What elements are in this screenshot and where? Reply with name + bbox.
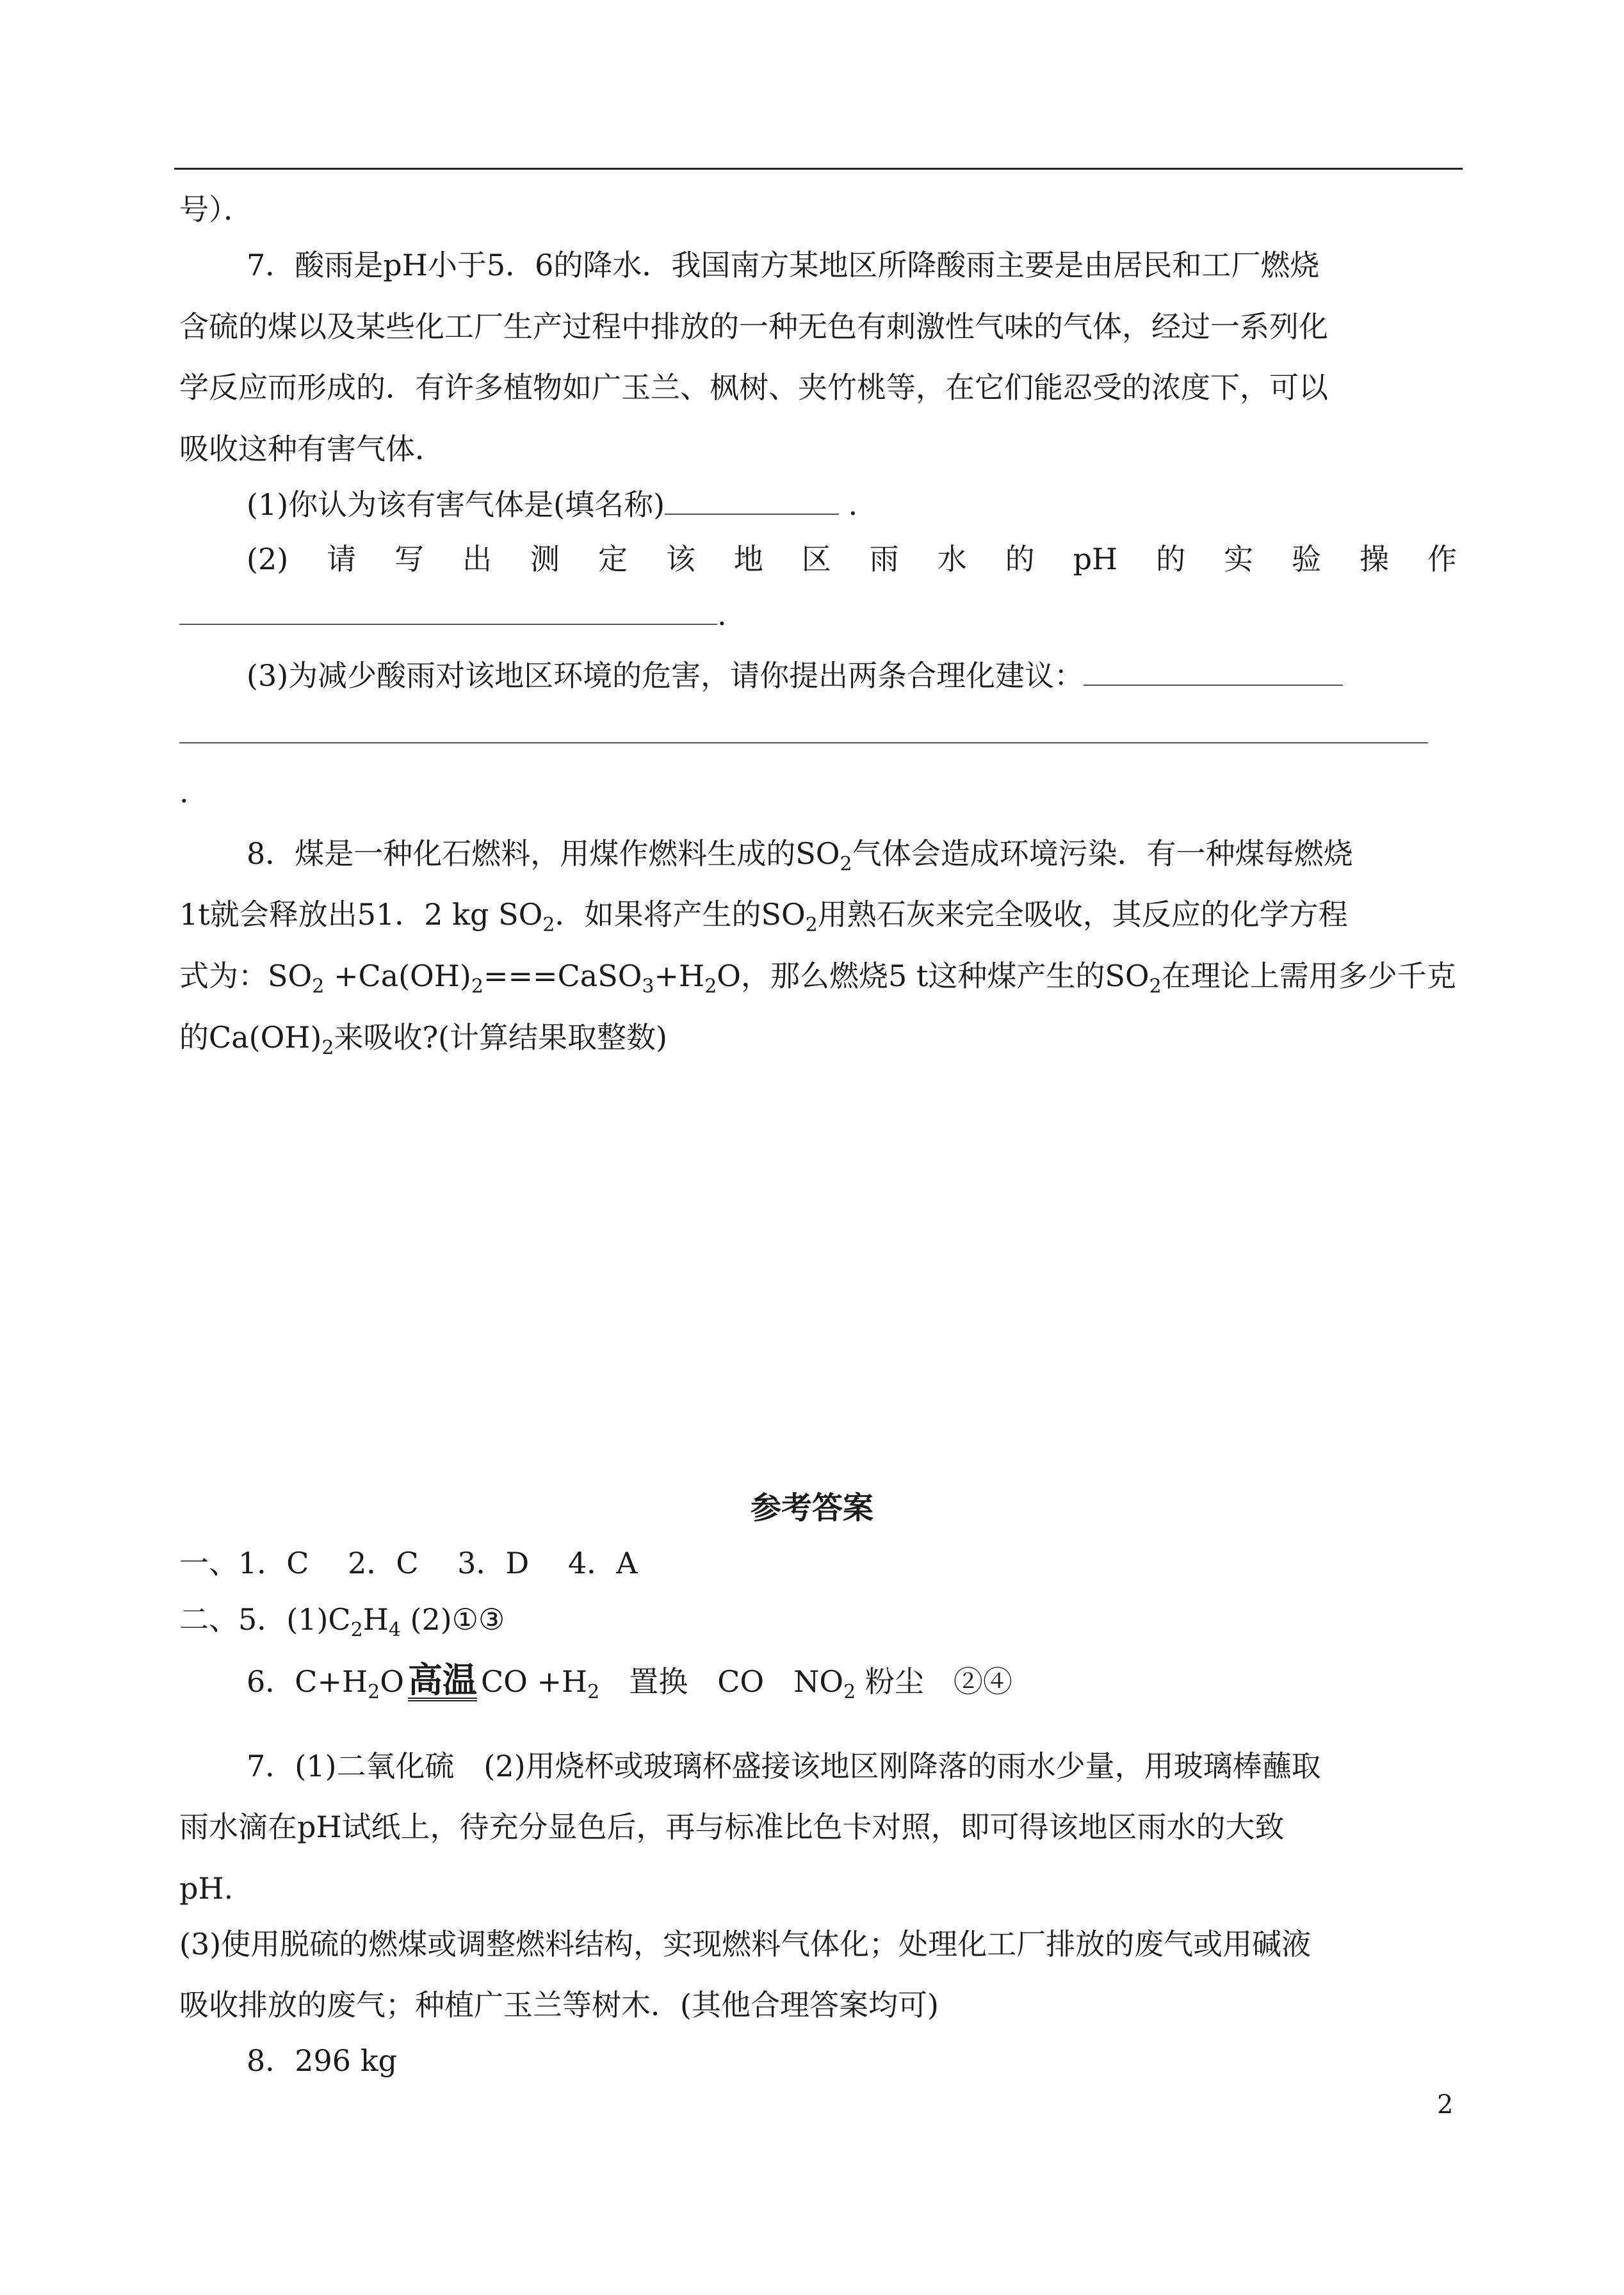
q8-line-3-e: O，那么燃烧5 t这种煤产生的SO [717,959,1149,993]
header-tail-text: 号）． [179,192,253,227]
answer-6-a: 6．C+H [247,1664,368,1699]
q7-sub2-part: 区 [801,542,831,576]
q7-sub1 [247,485,878,524]
answer-6 [247,1659,1012,1712]
q7-sub2-part: 水 [937,542,967,576]
q7-sub2-part: 测 [530,542,560,576]
q7-sub2-blank-line [179,596,727,634]
q7-sub2-part: 该 [665,542,695,576]
answer-6-c: CO +H [480,1664,588,1699]
header-rule [174,168,1463,170]
q7-sub3 [247,656,1343,695]
q7-sub2-part: 作 [1427,542,1457,576]
subscript: 2 [587,1681,600,1704]
q7-sub2-part: 写 [394,542,425,576]
subscript: 2 [704,975,717,998]
q7-sub3-end: . [179,775,189,809]
subscript: 3 [642,975,654,998]
q7-sub2-part: 的 [1156,542,1186,576]
q8-line-1 [247,834,1353,884]
q7-sub2-answer-blank[interactable] [179,598,717,625]
subscript: 2 [321,1037,334,1060]
q8-line-1-a: 8．煤是一种化石燃料，用煤作燃料生成的SO [247,836,840,871]
q7-sub1-end: ． [848,487,878,522]
q7-sub2-end: . [717,597,727,632]
q8-line-3-c: ===CaSO [483,959,642,993]
answer-section-1: 一、1．C 2．C 3．D 4．A [179,1546,638,1580]
q7-sub1-answer-blank[interactable] [665,488,839,515]
q7-sub2-part: 地 [733,542,763,576]
q8-line-3-d: +H [654,959,705,993]
q7-sub3-answer-blank[interactable] [1084,659,1343,686]
q7-sub2-part: (2) [247,542,289,576]
q7-line-4: 吸收这种有害气体． [179,432,444,466]
q7-sub2-part: 出 [462,542,492,576]
q8-line-3-b: +Ca(OH) [324,959,471,993]
answer-6-b: O [380,1664,404,1699]
q7-sub2-part: 请 [327,542,357,576]
q8-line-4 [179,1018,667,1067]
q7-sub2-part: pH [1073,542,1118,576]
q7-sub3-answer-blank-2[interactable] [179,717,1428,743]
q8-line-2-c: 用熟石灰来完全吸收，其反应的化学方程 [817,897,1348,932]
answer-7-line-1: 7．(1)二氧化硫 (2)用烧杯或玻璃杯盛接该地区刚降落的雨水少量，用玻璃棒蘸取 [247,1749,1321,1783]
answer-8: 8．296 kg [247,2043,398,2078]
answer-7-line-4: (3)使用脱硫的燃煤或调整燃料结构，实现燃料气体化；处理化工厂排放的废气或用碱液 [179,1927,1311,1961]
q7-line-2: 含硫的煤以及某些化工厂生产过程中排放的一种无色有刺激性气味的气体，经过一系列化 [179,309,1328,344]
subscript: 2 [312,975,325,998]
q8-line-3-f: 在理论上需用多少千克 [1161,959,1456,993]
q7-sub2-part: 实 [1224,542,1254,576]
subscript: 2 [542,914,555,937]
q7-line-3: 学反应而形成的．有许多植物如广玉兰、枫树、夹竹桃等，在它们能忍受的浓度下，可以 [179,370,1328,405]
answer-7-line-5: 吸收排放的废气；种植广玉兰等树木．(其他合理答案均可) [179,1988,939,2022]
q7-sub3-text: (3)为减少酸雨对该地区环境的危害，请你提出两条合理化建议： [247,658,1084,693]
q7-sub2-part: 操 [1359,542,1389,576]
q7-line-1: 7．酸雨是pH小于5．6的降水．我国南方某地区所降酸雨主要是由居民和工厂燃烧 [247,248,1320,282]
reaction-condition: 高温 [407,1659,477,1700]
subscript: 2 [471,975,483,998]
q7-sub2-part: 的 [1005,542,1035,576]
page-number: 2 [1437,2090,1454,2120]
q7-sub2-part: 雨 [869,542,899,576]
subscript: 4 [388,1619,401,1642]
answer-5-b: H [362,1602,389,1637]
answer-5-a: 二、5．(1)C [179,1602,351,1637]
q8-line-2 [179,895,1348,945]
subscript: 2 [805,914,818,937]
subscript: 2 [843,1681,856,1704]
q8-line-1-b: 气体会造成环境污染．有一种煤每燃烧 [852,836,1353,871]
subscript: 2 [840,853,852,876]
answer-7-line-3: pH. [179,1871,234,1906]
q8-line-2-b: ．如果将产生的SO [555,897,806,932]
answer-7-line-2: 雨水滴在pH试纸上，待充分显色后，再与标准比色卡对照，即可得该地区雨水的大致 [179,1810,1285,1844]
answer-6-d: 置换 CO NO [599,1664,844,1699]
q7-sub2-part: 验 [1292,542,1322,576]
q8-line-3-a: 式为：SO [179,959,313,993]
q7-sub3-blank-line [179,714,1428,752]
answer-5-c: (2)①③ [400,1602,505,1637]
q7-sub1-text: (1)你认为该有害气体是(填名称) [247,487,665,522]
subscript: 2 [350,1619,363,1642]
q8-line-3 [179,957,1456,1006]
answer-section-2 [179,1600,505,1650]
q8-line-2-a: 1t就会释放出51．2 kg SO [179,897,543,932]
subscript: 2 [368,1681,380,1704]
answers-title: 参考答案 [750,1490,873,1526]
q8-line-4-a: 的Ca(OH) [179,1020,322,1055]
subscript: 2 [1149,975,1162,998]
q7-sub2-part: 定 [597,542,628,576]
answer-6-e: 粉尘 ②④ [856,1664,1012,1699]
q8-line-4-b: 来吸收?(计算结果取整数) [334,1020,667,1055]
q7-sub2 [247,540,1457,578]
